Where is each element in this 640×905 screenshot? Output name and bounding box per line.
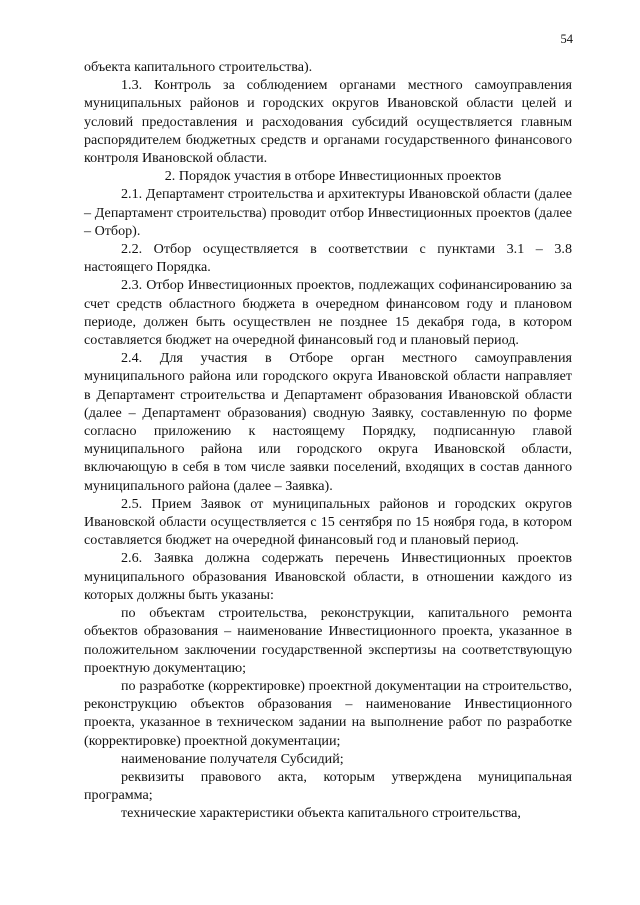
list-item-technical-specs: технические характеристики объекта капитального строительства,	[121, 805, 521, 822]
paragraph-2-4: 2.4. Для участия в Отборе орган местного самоуправления муниципального района или городского округа Ивановской области направляет в Департамент строительства и Департамент образования Ивановской области (далее – Департамент образования) сводную Заявку, составленную по форме согласно приложению к настоящему Порядку, подписанную главой муниципального района или городского округа Ивановской области, включающую в себя в том числе заявки поселений, входящих в состав данного муниципального района (далее – Заявка).	[84, 350, 572, 494]
list-item-recipient: наименование получателя Субсидий;	[121, 750, 344, 767]
paragraph-1-3: 1.3. Контроль за соблюдением органами местного самоуправления муниципальных районов и городских округов Ивановской области целей и условий предоставления и расходования субсидий осуществляется главным распорядителем бюджетных средств и органами государственного финансового контроля Ивановской области.	[84, 77, 572, 167]
list-item-design-docs: по разработке (корректировке) проектной документации на строительство, реконструкцию объектов образования – наименование Инвестиционного проекта, указанное в техническом задании на выполнение работ по разработке (корректировке) проектной документации;	[84, 677, 572, 749]
paragraph-2-5: 2.5. Прием Заявок от муниципальных районов и городских округов Ивановской области осуществляется с 15 сентября по 15 ноября года, в котором составляется бюджет на очередной финансовый год и плановый период.	[84, 495, 572, 549]
list-item-construction: по объектам строительства, реконструкции, капитального ремонта объектов образования – наименование Инвестиционного проекта, указанное в положительном заключении государственной экспертизы на соответствующую проектную документацию;	[84, 605, 572, 676]
paragraph-2-6: 2.6. Заявка должна содержать перечень Инвестиционных проектов муниципального образования Ивановской области, в отношении каждого из которых должны быть указаны:	[84, 550, 572, 603]
section-heading-2: 2. Порядок участия в отборе Инвестиционных проектов	[164, 168, 502, 185]
document-body	[84, 58, 572, 823]
paragraph-continuation: объекта капитального строительства).	[84, 59, 313, 75]
paragraph-2-3: 2.3. Отбор Инвестиционных проектов, подлежащих софинансированию за счет средств областного бюджета в очередном финансовом году и плановом периоде, должен быть осуществлен не позднее 15 декабря года, в котором составляется бюджет на очередной финансовый год и плановый период.	[84, 277, 572, 349]
paragraph-2-1: 2.1. Департамент строительства и архитектуры Ивановской области (далее – Департамент строительства) проводит отбор Инвестиционных проектов (далее – Отбор).	[84, 186, 572, 239]
list-item-legal-act: реквизиты правового акта, которым утверждена муниципальная программа;	[84, 768, 572, 804]
page-number: 54	[560, 32, 573, 46]
paragraph-2-2: 2.2. Отбор осуществляется в соответствии с пунктами 3.1 – 3.8 настоящего Порядка.	[84, 241, 572, 276]
